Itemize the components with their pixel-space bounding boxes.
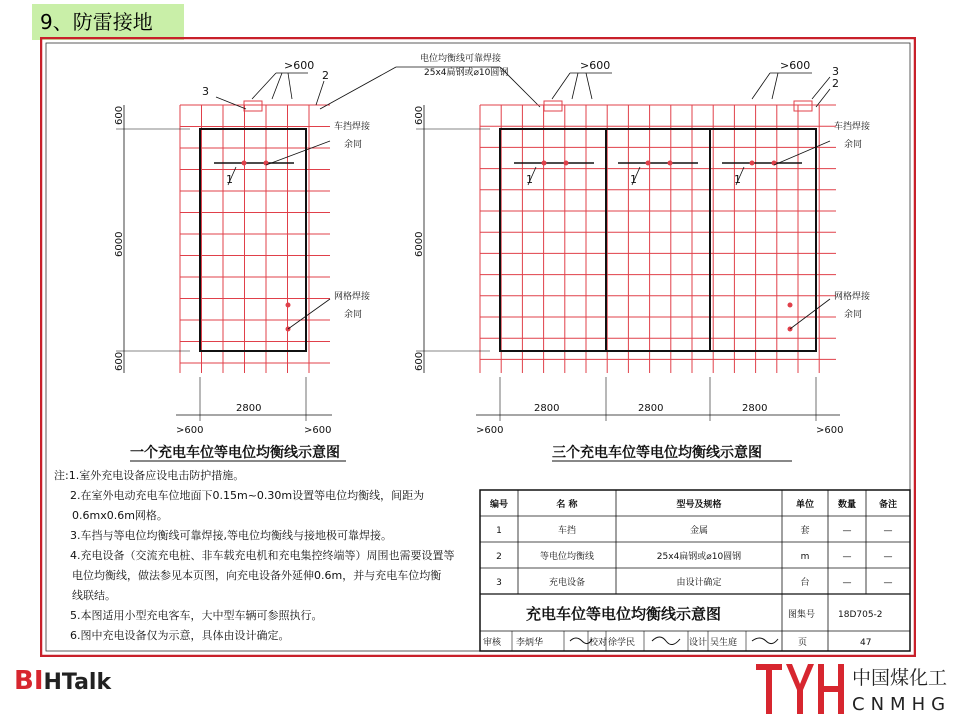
section-title: 9、防雷接地 bbox=[32, 4, 184, 40]
right-dim-v-top: 600 bbox=[414, 105, 425, 125]
page-no: 47 bbox=[860, 638, 872, 648]
sheet-title: 充电车位等电位均衡线示意图 bbox=[526, 605, 722, 623]
right-label-2: 2 bbox=[832, 77, 839, 90]
right-dim-width-b: 2800 bbox=[638, 403, 664, 414]
table-header-cell: 型号及规格 bbox=[676, 500, 722, 510]
cnmhg-logo bbox=[754, 660, 954, 716]
left-label-2: 2 bbox=[322, 69, 329, 82]
table-cell: — bbox=[883, 552, 893, 562]
note-line: 注:1.室外充电设备应设电击防护措施。 bbox=[54, 469, 245, 482]
table-cell: — bbox=[883, 526, 893, 536]
table-cell: 2 bbox=[496, 552, 502, 562]
table-cell: 1 bbox=[496, 526, 502, 536]
note-line: 2.在室外电动充电车位地面下0.15m~0.30m设置等电位均衡线，间距为 bbox=[70, 489, 425, 502]
table-cell: 25x4扁钢或⌀10圆钢 bbox=[656, 552, 742, 562]
cnmhg-cn: 中国煤化工 bbox=[852, 667, 948, 689]
review-name: 李炳华 bbox=[516, 638, 544, 648]
table-cell: 充电设备 bbox=[548, 578, 586, 588]
right-dim-width-a: 2800 bbox=[534, 403, 560, 414]
table-cell: — bbox=[883, 578, 893, 588]
drawing-sheet bbox=[40, 37, 916, 657]
table-cell: — bbox=[842, 526, 852, 536]
note-line: 3.车挡与等电位均衡线可靠焊接,等电位均衡线与接地极可靠焊接。 bbox=[70, 529, 392, 542]
right-dim-bottom-left: >600 bbox=[476, 425, 504, 436]
left-dim-top: >600 bbox=[284, 59, 315, 72]
right-dim-height: 6000 bbox=[414, 231, 425, 257]
left-charger bbox=[244, 101, 262, 111]
left-caption: 一个充电车位等电位均衡线示意图 bbox=[130, 445, 340, 461]
right-dim-v-bottom: 600 bbox=[414, 351, 425, 371]
sheet-frame bbox=[41, 38, 915, 656]
table-header-cell: 备注 bbox=[878, 500, 898, 510]
note-line: 电位均衡线，做法参见本页图，向充电设备外延伸0.6m，并与充电车位均衡 bbox=[72, 569, 442, 582]
cnmhg-en: CNMHG bbox=[852, 694, 952, 715]
right-mesh-label: 网格焊接 bbox=[834, 292, 871, 302]
note-line: 0.6mx0.6m网格。 bbox=[72, 509, 168, 522]
left-mesh-weld bbox=[286, 303, 291, 308]
bihtalk-logo-text: HTalk bbox=[43, 670, 112, 695]
right-label-1: 1 bbox=[526, 173, 533, 186]
atlas-no: 18D705-2 bbox=[838, 610, 883, 620]
right-dim-width-c: 2800 bbox=[742, 403, 768, 414]
table-cell: 3 bbox=[496, 578, 502, 588]
table-header-cell: 名 称 bbox=[556, 500, 578, 510]
left-dim-width: 2800 bbox=[236, 403, 262, 414]
left-dim-height: 6000 bbox=[114, 231, 125, 257]
left-mesh-label2: 余同 bbox=[344, 310, 363, 320]
right-grid bbox=[480, 105, 836, 373]
signature-mark bbox=[652, 637, 680, 645]
left-mesh-label: 网格焊接 bbox=[334, 292, 371, 302]
table-cell: 套 bbox=[800, 526, 810, 536]
review-label: 审核 bbox=[483, 638, 502, 648]
table-cell: — bbox=[842, 552, 852, 562]
callout-line1: 电位均衡线可靠焊接 bbox=[420, 54, 502, 64]
left-label-3: 3 bbox=[202, 85, 209, 98]
left-grid bbox=[180, 105, 330, 373]
note-line: 5.本图适用小型充电客车，大中型车辆可参照执行。 bbox=[70, 609, 323, 622]
bihtalk-logo-mark: BI bbox=[14, 666, 44, 696]
spec-table bbox=[480, 490, 910, 651]
table-header-cell: 编号 bbox=[489, 500, 509, 510]
right-label-1c: 1 bbox=[734, 173, 741, 186]
right-charger bbox=[794, 101, 812, 111]
bihtalk-logo bbox=[14, 666, 111, 696]
left-dim-v-bottom: 600 bbox=[114, 351, 125, 371]
note-line: 线联结。 bbox=[72, 589, 116, 602]
callout-line2: 25x4扁钢或⌀10圆钢 bbox=[424, 68, 509, 78]
atlas-label: 图集号 bbox=[788, 610, 816, 620]
right-label-3: 3 bbox=[832, 65, 839, 78]
design-name: 吴生庭 bbox=[710, 638, 738, 648]
table-cell: 由设计确定 bbox=[676, 578, 722, 588]
left-dim-bottom-right: >600 bbox=[304, 425, 332, 436]
left-dim-v-top: 600 bbox=[114, 105, 125, 125]
design-label: 设计 bbox=[689, 638, 708, 648]
right-weld-label2: 余同 bbox=[844, 140, 863, 150]
table-cell: 金属 bbox=[689, 526, 709, 536]
right-dim-bottom-right: >600 bbox=[816, 425, 844, 436]
tyh-logo-mark bbox=[756, 664, 844, 714]
left-weld-label: 车挡焊接 bbox=[334, 122, 371, 132]
table-cell: — bbox=[842, 578, 852, 588]
table-header-cell: 数量 bbox=[837, 500, 857, 510]
right-label-1b: 1 bbox=[630, 173, 637, 186]
right-caption: 三个充电车位等电位均衡线示意图 bbox=[552, 445, 762, 461]
table-cell: 台 bbox=[800, 578, 810, 588]
check-name: 徐学民 bbox=[608, 638, 636, 648]
check-label: 校对 bbox=[589, 638, 608, 648]
signature-mark bbox=[752, 638, 778, 644]
right-weld-label: 车挡焊接 bbox=[834, 122, 871, 132]
left-weld-point bbox=[242, 161, 247, 166]
right-dim-top-a: >600 bbox=[580, 59, 611, 72]
right-charger bbox=[544, 101, 562, 111]
left-dim-bottom-left: >600 bbox=[176, 425, 204, 436]
table-header-cell: 单位 bbox=[795, 500, 815, 510]
right-dim-top-b: >600 bbox=[780, 59, 811, 72]
page-label: 页 bbox=[798, 638, 808, 648]
left-label-1: 1 bbox=[226, 173, 233, 186]
right-mesh-label2: 余同 bbox=[844, 310, 863, 320]
note-line: 6.图中充电设备仅为示意，具体由设计确定。 bbox=[70, 629, 290, 642]
notes bbox=[54, 468, 455, 642]
table-cell: 等电位均衡线 bbox=[539, 552, 595, 562]
table-cell: m bbox=[800, 552, 810, 562]
spec-table-text bbox=[490, 498, 897, 588]
note-line: 4.充电设备（交流充电桩、非车载充电机和充电集控终端等）周围也需要设置等 bbox=[70, 549, 455, 562]
left-weld-label2: 余同 bbox=[344, 140, 363, 150]
table-cell: 车挡 bbox=[557, 526, 577, 536]
